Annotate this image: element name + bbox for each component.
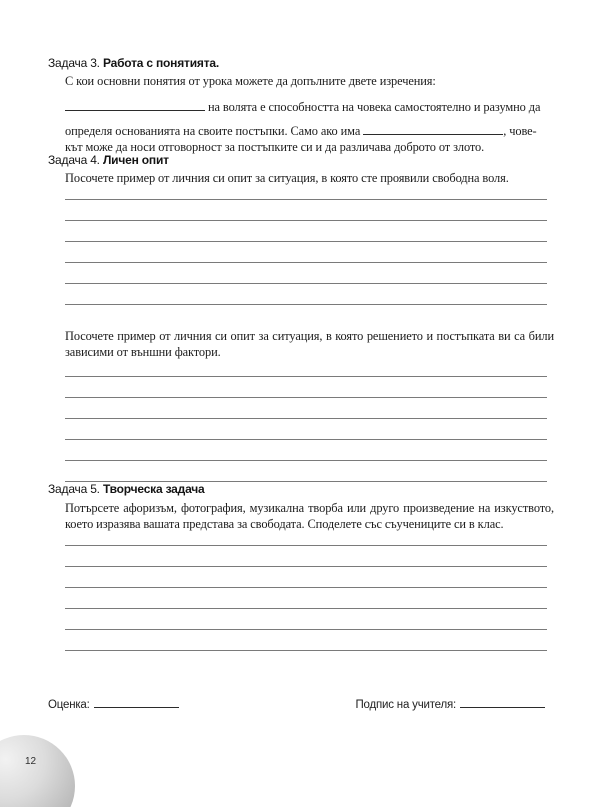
fill-blank-2 [363, 121, 503, 135]
footer [48, 696, 545, 712]
fill-blank-1 [65, 97, 205, 111]
answer-line [65, 242, 547, 263]
page-number-badge [0, 735, 75, 807]
answer-line [65, 532, 547, 546]
task5-title: Творческа задача [102, 482, 205, 496]
answer-line [65, 398, 547, 419]
task3-fill-line-2 [65, 121, 554, 139]
task3-line3-text: кът може да носи отговорност за постъпките си и да различава доброто от злото. [65, 140, 485, 154]
answer-line [65, 588, 547, 609]
answer-line [65, 221, 547, 242]
answer-line [65, 363, 547, 377]
task4-label: Задача 4. [48, 153, 100, 167]
grade-slot [48, 696, 179, 712]
answer-line [65, 284, 547, 305]
task5-section [48, 482, 554, 651]
task3-intro: С кои основни понятия от урока можете да допълните двете изречения: [65, 74, 436, 88]
page-number: 12 [25, 756, 37, 767]
signature-slot [355, 696, 545, 712]
task3-line1-text: на волята е способността на човека самостоятелно и разумно да [208, 100, 541, 114]
task3-heading [48, 56, 554, 70]
grade-label: Оценка: [48, 699, 90, 711]
task5-prompt: Потърсете афоризъм, фотография, музикална творба или друго произведение на изкуството, което изразява вашата представа за свободата. Споделете със съучениците си в клас. [65, 501, 554, 531]
answer-line [65, 263, 547, 284]
answer-line [65, 377, 547, 398]
signature-blank-line [460, 696, 545, 708]
answer-line [65, 419, 547, 440]
task5-label: Задача 5. [48, 482, 100, 496]
answer-line [65, 440, 547, 461]
task4-section [48, 153, 554, 482]
answer-line [65, 200, 547, 221]
task4-prompt-2: Посочете пример от личния си опит за ситуация, в която решението и постъпката ви са били зависими от външни фактори. [65, 329, 554, 359]
task5-heading [48, 482, 554, 496]
signature-label: Подпис на учителя: [355, 699, 456, 711]
task4-prompt-1: Посочете пример от личния си опит за ситуация, в която сте проявили свободна воля. [65, 171, 509, 185]
answer-line [65, 567, 547, 588]
task4-title: Личен опит [102, 153, 169, 167]
answer-line [65, 461, 547, 482]
grade-blank-line [94, 696, 179, 708]
task5-answer-lines [65, 532, 547, 651]
task4-answer-lines-1 [65, 186, 547, 305]
task3-body [65, 73, 554, 155]
task3-section [48, 56, 554, 155]
answer-line [65, 186, 547, 200]
task3-fill-line-1 [65, 97, 554, 115]
task3-label: Задача 3. [48, 56, 100, 70]
answer-line [65, 630, 547, 651]
answer-line [65, 609, 547, 630]
task4-answer-lines-2 [65, 363, 547, 482]
task4-heading [48, 153, 554, 167]
task3-title: Работа с понятията. [102, 56, 219, 70]
task3-line2-text-before: определя основанията на своите постъпки. Само ако има [65, 124, 361, 138]
task3-line2-text-after: , чове- [503, 124, 537, 138]
answer-line [65, 546, 547, 567]
